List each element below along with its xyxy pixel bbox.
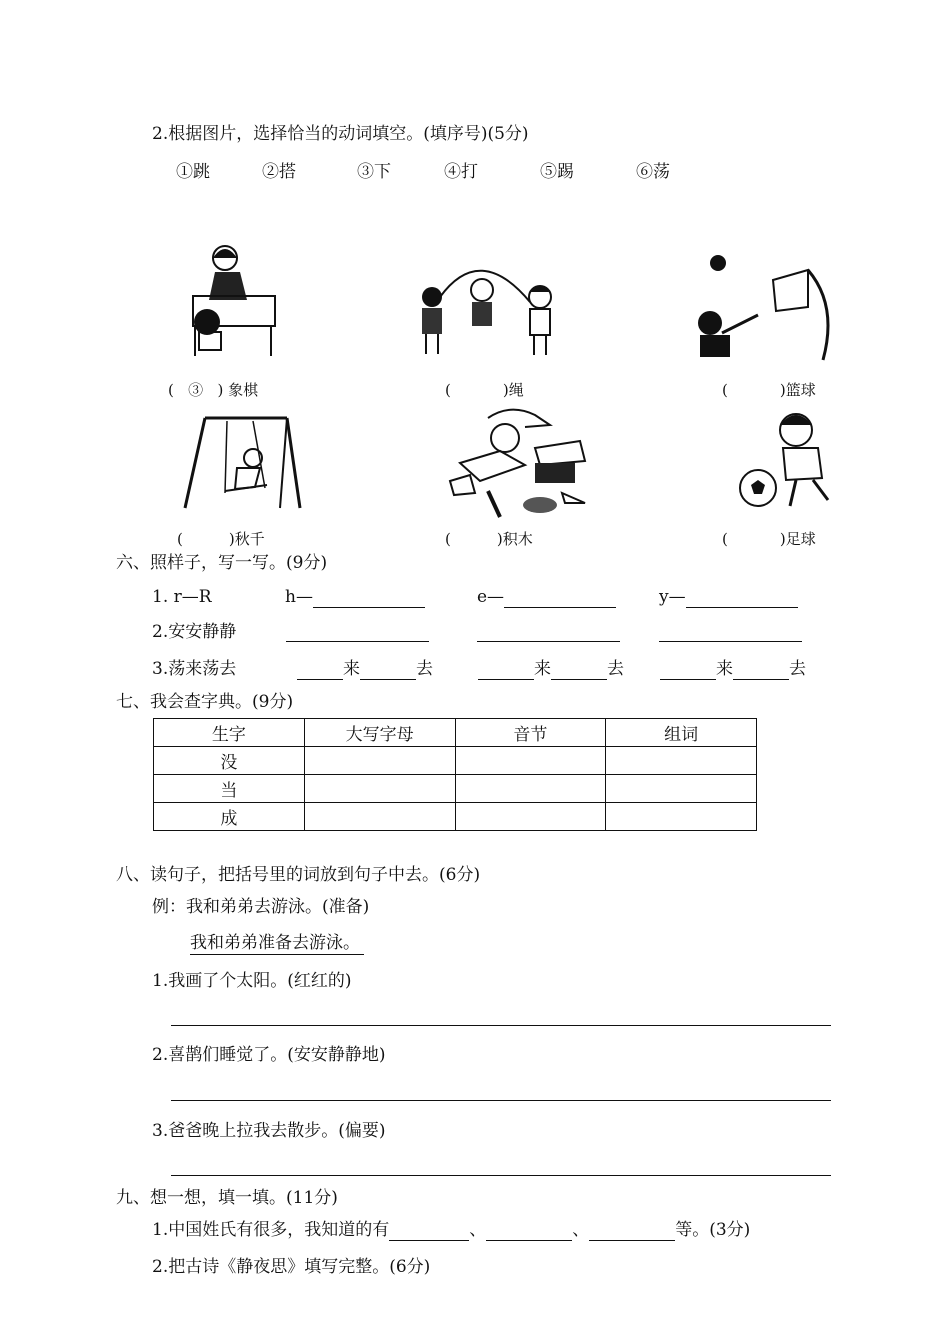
answer-blank[interactable] bbox=[686, 589, 798, 608]
option-4: ④打 bbox=[444, 162, 478, 182]
answer-cell[interactable] bbox=[606, 747, 757, 775]
separator: 、 bbox=[469, 1220, 487, 1240]
answer-blank[interactable] bbox=[477, 641, 620, 642]
paren-close: ) bbox=[502, 381, 509, 399]
character-cell: 当 bbox=[154, 775, 305, 803]
item-label: e— bbox=[477, 587, 505, 607]
section-title: 九、想一想，填一填。(11分) bbox=[116, 1188, 338, 1208]
paren-open: ( bbox=[722, 381, 728, 399]
example-sentence: 例：我和弟弟去游泳。(准备) bbox=[152, 897, 370, 917]
character-cell: 成 bbox=[154, 803, 305, 831]
paren-open: ( bbox=[445, 530, 451, 548]
answer-blank[interactable] bbox=[659, 641, 802, 642]
answer-blank[interactable] bbox=[297, 661, 343, 680]
word-label: 秋千 bbox=[234, 530, 265, 548]
word-label: 篮球 bbox=[785, 381, 816, 399]
fill-item bbox=[477, 586, 616, 608]
paren-close: ) bbox=[779, 381, 786, 399]
answer-cell[interactable] bbox=[606, 803, 757, 831]
item-label: y— bbox=[659, 587, 686, 607]
answer-blank[interactable] bbox=[389, 1222, 469, 1241]
paren-open: ( bbox=[177, 530, 183, 548]
answer-cell[interactable] bbox=[455, 803, 606, 831]
answer-line[interactable] bbox=[171, 1025, 831, 1026]
paren-close: ) bbox=[496, 530, 503, 548]
word-label: 象棋 bbox=[228, 381, 259, 399]
answer-cell[interactable] bbox=[455, 775, 606, 803]
word-label: 绳 bbox=[508, 381, 524, 399]
fill-item bbox=[297, 658, 433, 680]
blank-4 bbox=[177, 528, 265, 550]
answer-blank[interactable] bbox=[504, 589, 616, 608]
item-text: 等。(3分) bbox=[675, 1220, 751, 1240]
header-cell: 音节 bbox=[455, 719, 606, 747]
qu-char: 去 bbox=[416, 659, 433, 679]
blank-2 bbox=[445, 379, 524, 401]
fill-item bbox=[152, 1219, 750, 1241]
fill-item bbox=[478, 658, 624, 680]
option-6: ⑥荡 bbox=[636, 162, 670, 182]
separator: 、 bbox=[572, 1220, 590, 1240]
example-text: 2.安安静静 bbox=[152, 622, 237, 642]
paren-open: ( bbox=[722, 530, 728, 548]
section-title: 七、我会查字典。(9分) bbox=[116, 692, 294, 712]
answer-text: ③ bbox=[188, 381, 204, 399]
answer-cell[interactable] bbox=[304, 747, 455, 775]
swing-illustration bbox=[175, 413, 310, 513]
header-cell: 大写字母 bbox=[304, 719, 455, 747]
sentence-item: 2.喜鹊们睡觉了。(安安静静地) bbox=[152, 1045, 386, 1065]
answer-cell[interactable] bbox=[304, 775, 455, 803]
table-row bbox=[154, 747, 757, 775]
sentence-item: 1.我画了个太阳。(红红的) bbox=[152, 971, 352, 991]
section-title: 八、读句子，把括号里的词放到句子中去。(6分) bbox=[116, 865, 481, 885]
answer-blank[interactable] bbox=[551, 661, 607, 680]
table-row bbox=[154, 803, 757, 831]
paren-close: ) bbox=[779, 530, 786, 548]
answer-cell[interactable] bbox=[455, 747, 606, 775]
character-cell: 没 bbox=[154, 747, 305, 775]
section-title: 六、照样子，写一写。(9分) bbox=[116, 553, 328, 573]
fill-item bbox=[285, 586, 425, 608]
table-row bbox=[154, 775, 757, 803]
option-5: ⑤踢 bbox=[540, 162, 574, 182]
item-label: h— bbox=[285, 587, 313, 607]
answer-blank[interactable] bbox=[660, 661, 716, 680]
paren-close: ) bbox=[228, 530, 235, 548]
qu-char: 去 bbox=[789, 659, 806, 679]
example-answer: 我和弟弟准备去游泳。 bbox=[190, 932, 364, 955]
basketball-illustration bbox=[688, 245, 833, 363]
building-blocks-illustration bbox=[440, 403, 590, 521]
word-label: 足球 bbox=[785, 530, 816, 548]
chess-illustration bbox=[185, 238, 285, 360]
answer-blank[interactable] bbox=[733, 661, 789, 680]
lai-char: 来 bbox=[534, 659, 551, 679]
qu-char: 去 bbox=[607, 659, 624, 679]
answer-blank[interactable] bbox=[313, 589, 425, 608]
paren-open: ( bbox=[168, 381, 174, 399]
soccer-illustration bbox=[738, 410, 838, 514]
blank-6 bbox=[722, 528, 816, 550]
answer-blank[interactable] bbox=[360, 661, 416, 680]
answer-blank[interactable] bbox=[478, 661, 534, 680]
question-title: 2.根据图片，选择恰当的动词填空。(填序号)(5分) bbox=[152, 124, 529, 144]
answer-cell[interactable] bbox=[304, 803, 455, 831]
answer-line[interactable] bbox=[171, 1100, 831, 1101]
jump-rope-illustration bbox=[410, 252, 565, 362]
paren-close: ) bbox=[217, 381, 224, 399]
answer-line[interactable] bbox=[171, 1175, 831, 1176]
poem-item: 2.把古诗《静夜思》填写完整。(6分) bbox=[152, 1257, 431, 1277]
blank-3 bbox=[722, 379, 816, 401]
item-text: 1.中国姓氏有很多，我知道的有 bbox=[152, 1220, 390, 1240]
sentence-item: 3.爸爸晚上拉我去散步。(偏要) bbox=[152, 1121, 386, 1141]
example-text: 1. r—R bbox=[152, 587, 212, 607]
answer-blank[interactable] bbox=[286, 641, 429, 642]
blank-1 bbox=[168, 379, 258, 401]
answer-blank[interactable] bbox=[486, 1222, 572, 1241]
example-text: 3.荡来荡去 bbox=[152, 659, 237, 679]
option-1: ①跳 bbox=[176, 162, 210, 182]
word-label: 积木 bbox=[502, 530, 533, 548]
lai-char: 来 bbox=[716, 659, 733, 679]
option-2: ②搭 bbox=[262, 162, 296, 182]
fill-item bbox=[660, 658, 806, 680]
header-cell: 生字 bbox=[154, 719, 305, 747]
option-3: ③下 bbox=[357, 162, 391, 182]
answer-cell[interactable] bbox=[606, 775, 757, 803]
blank-5 bbox=[445, 528, 533, 550]
fill-item bbox=[659, 586, 798, 608]
dictionary-table bbox=[153, 718, 757, 831]
table-header-row bbox=[154, 719, 757, 747]
answer-blank[interactable] bbox=[589, 1222, 675, 1241]
lai-char: 来 bbox=[343, 659, 360, 679]
header-cell: 组词 bbox=[606, 719, 757, 747]
paren-open: ( bbox=[445, 381, 451, 399]
